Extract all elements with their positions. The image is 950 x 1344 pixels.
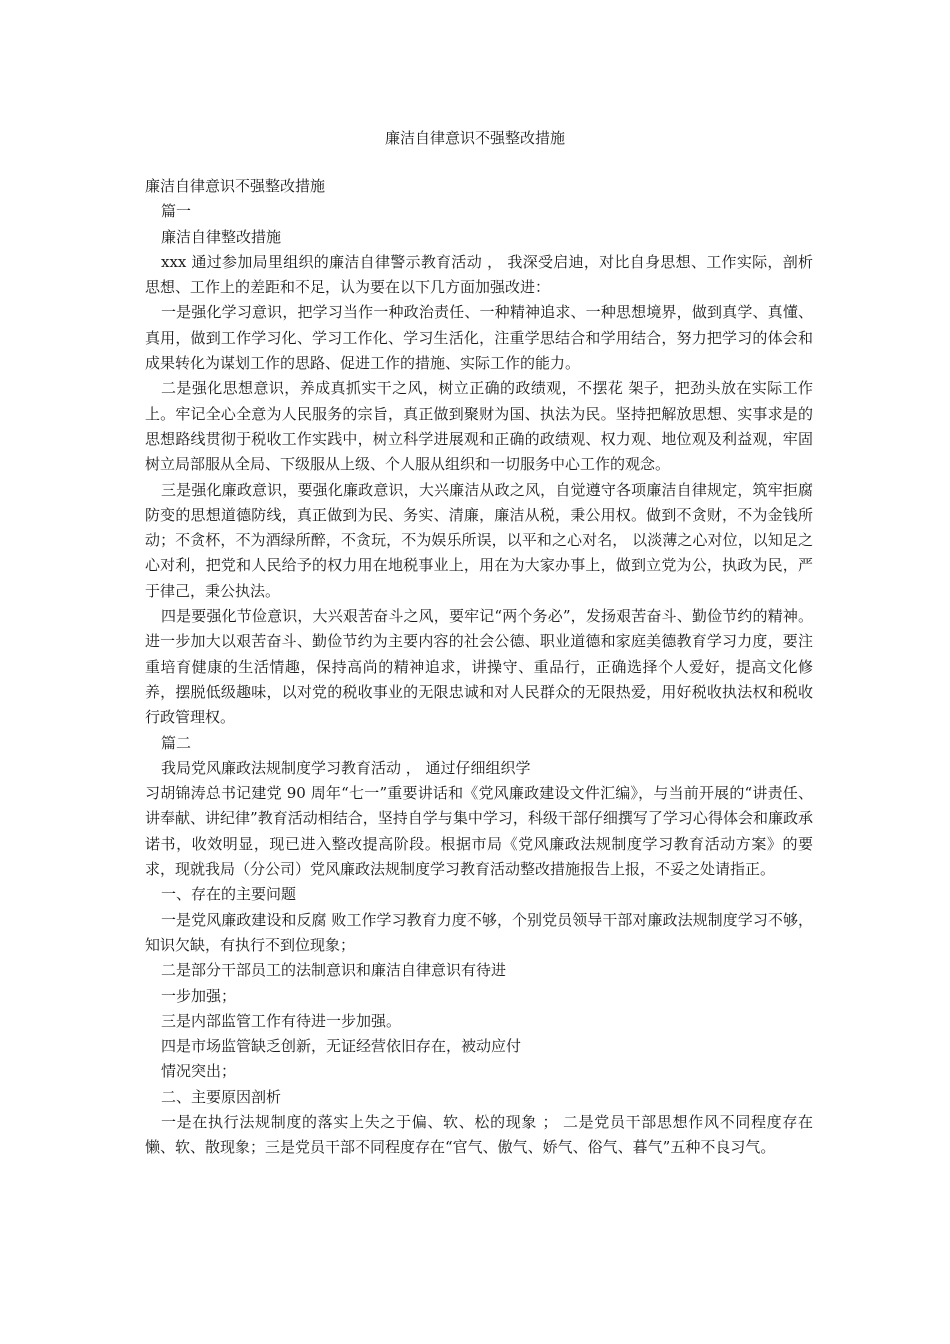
section-subtitle: 廉洁自律整改措施	[161, 227, 282, 246]
page-title: 廉洁自律意识不强整改措施	[384, 129, 565, 147]
paragraph: 我局党风廉政法规制度学习教育活动 ， 通过仔细组织学	[161, 758, 531, 777]
paragraph: xxx 通过参加局里组织的廉洁自律警示教育活动 ， 我深受启迪，对比自身思想、工作实际，剖析思想、工作上的差距和不足，认为要在以下几方面加强改进：	[145, 252, 813, 297]
section-heading: 二、主要原因剖析	[161, 1087, 282, 1106]
paragraph: 二是部分干部员工的法制意识和廉洁自律意识有待进	[161, 961, 507, 980]
paragraph: 三是强化廉政意识，要强化廉政意识，大兴廉洁从政之风，自觉遵守各项廉洁自律规定，筑牢拒腐防变的思想道德防线，真正做到为民、务实、清廉，廉洁从税，秉公用权。做到不贪财，不为金钱所动；不贪杯，不为酒绿所醉，不贪玩，不为娱乐所误，以平和之心对名， 以淡薄之心对位，以知足之心对利，把党和人民给予的权力用在地税事业上，用在为大家办事上，做到立党为公，执政为民，严于律己，秉公执法。	[145, 480, 813, 600]
document-body	[145, 174, 813, 1161]
paragraph: 三是内部监管工作有待进一步加强。	[161, 1011, 402, 1030]
section-label-2: 篇二	[161, 733, 192, 752]
paragraph: 一步加强；	[161, 986, 237, 1005]
paragraph: 习胡锦涛总书记建党 90 周年“七一”重要讲话和《党风廉政建设文件汇编》，与当前开展的“讲责任、讲奉献、讲纪律”教育活动相结合，坚持自学与集中学习，科级干部仔细撰写了学习心得体会和廉政承诺书，收效明显，现已进入整改提高阶段。根据市局《党风廉政法规制度学习教育活动方案》的要求，现就我局（分公司）党风廉政法规制度学习教育活动整改措施报告上报，不妥之处请指正。	[145, 784, 813, 879]
section-heading: 一、存在的主要问题	[161, 885, 297, 904]
paragraph: 一是党风廉政建设和反腐 败工作学习教育力度不够，个别党员领导干部对廉政法规制度学习不够，知识欠缺，有执行不到位现象；	[145, 910, 813, 954]
paragraph: 四是要强化节俭意识，大兴艰苦奋斗之风，要牢记“两个务必”，发扬艰苦奋斗、勤俭节约的精神。进一步加大以艰苦奋斗、勤俭节约为主要内容的社会公德、职业道德和家庭美德教育学习力度，要注重培育健康的生活情趣，保持高尚的精神追求，讲操守、重品行，正确选择个人爱好，提高文化修养，摆脱低级趣味，以对党的税收事业的无限忠诚和对人民群众的无限热爱，用好税收执法权和税收行政管理权。	[145, 607, 813, 727]
doc-heading: 廉洁自律意识不强整改措施	[145, 177, 326, 195]
section-label-1: 篇一	[161, 202, 192, 221]
paragraph: 一是在执行法规制度的落实上失之于偏、软、松的现象 ； 二是党员干部思想作风不同程度存在懒、软、散现象；三是党员干部不同程度存在“官气、傲气、娇气、俗气、暮气”五种不良习气。	[145, 1112, 813, 1157]
paragraph: 二是强化思想意识，养成真抓实干之风，树立正确的政绩观，不摆花 架子，把劲头放在实际工作上。牢记全心全意为人民服务的宗旨，真正做到聚财为国、执法为民。坚持把解放思想、实事求是的思想路线贯彻于税收工作实践中，树立科学进展观和正确的政绩观、权力观、地位观及利益观，牢固树立局部服从全局、下级服从上级、个人服从组织和一切服务中心工作的观念。	[145, 379, 813, 474]
paragraph: 四是市场监管缺乏创新，无证经营依旧存在，被动应付	[161, 1037, 522, 1056]
paragraph: 情况突出；	[161, 1062, 237, 1081]
paragraph: 一是强化学习意识，把学习当作一种政治责任、一种精神追求、一种思想境界，做到真学、真懂、真用，做到工作学习化、学习工作化、学习生活化，注重学思结合和学用结合，努力把学习的体会和成果转化为谋划工作的思路、促进工作的措施、实际工作的能力。	[145, 303, 813, 373]
